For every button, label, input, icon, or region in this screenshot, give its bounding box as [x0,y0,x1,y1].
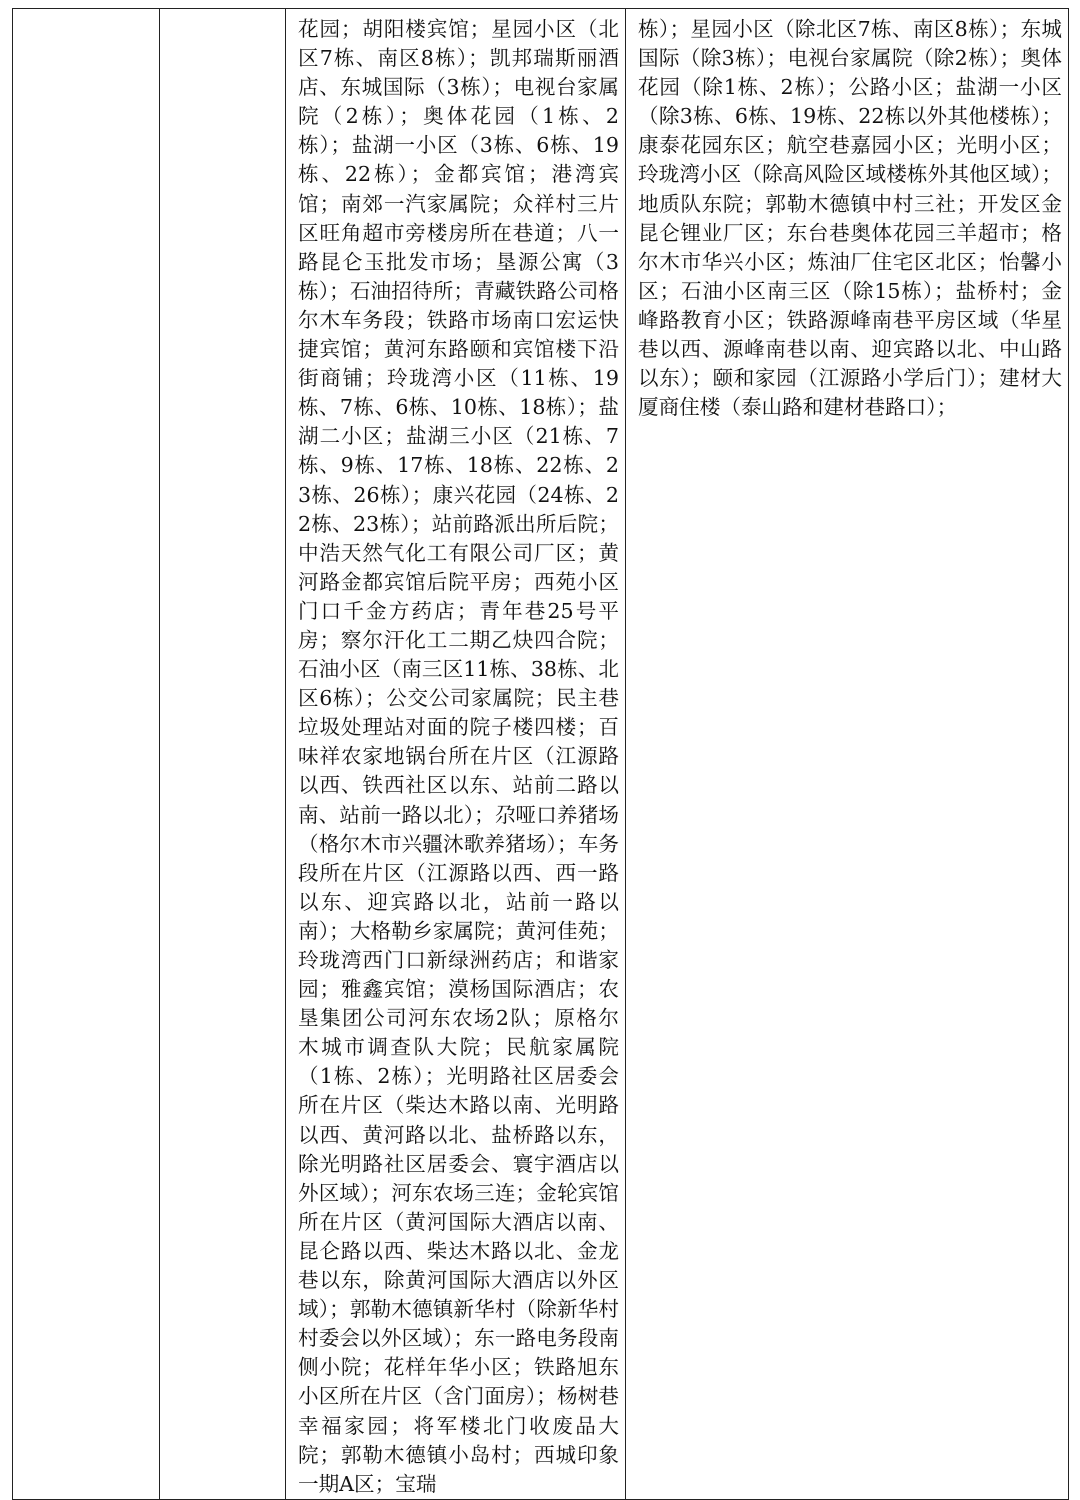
table-cell-other-areas: 栋）；星园小区（除北区7栋、南区8栋）；东城国际（除3栋）；电视台家属院（除2栋）；奥体花园（除1栋、2栋）；公路小区；盐湖一小区（除3栋、6栋、19栋、22栋以外其他楼栋）；康泰花园东区；航空巷嘉园小区；光明小区；玲珑湾小区（除高风险区域楼栋外其他区域）；地质队东院；郭勒木德镇中村三社；开发区金昆仑锂业厂区；东台巷奥体花园三羊超市；格尔木市华兴小区；炼油厂住宅区北区；怡馨小区；石油小区南三区（除15栋）；盐桥村；金峰路教育小区；铁路源峰南巷平房区域（华星巷以西、源峰南巷以南、迎宾路以北、中山路以东）；颐和家园（江源路小学后门）；建材大厦商住楼（泰山路和建材巷路口）； [626,9,1069,1500]
table-cell-high-risk-areas: 花园；胡阳楼宾馆；星园小区（北区7栋、南区8栋）；凯邦瑞斯丽酒店、东城国际（3栋）；电视台家属院（2栋）；奥体花园（1栋、2栋）；盐湖一小区（3栋、6栋、19栋、22栋）；金都宾馆；港湾宾馆；南郊一汽家属院；众祥村三片区旺角超市旁楼房所在巷道；八一路昆仑玉批发市场；垦源公寓（3栋）；石油招待所；青藏铁路公司格尔木车务段；铁路市场南口宏运快捷宾馆；黄河东路颐和宾馆楼下沿街商铺；玲珑湾小区（11栋、19栋、7栋、6栋、10栋、18栋）；盐湖二小区；盐湖三小区（21栋、7栋、9栋、17栋、18栋、22栋、23栋、26栋）；康兴花园（24栋、22栋、23栋）；站前路派出所后院；中浩天然气化工有限公司厂区；黄河路金都宾馆后院平房；西苑小区门口千金方药店；青年巷25号平房；察尔汗化工二期乙炔四合院；石油小区（南三区11栋、38栋、北区6栋）；公交公司家属院；民主巷垃圾处理站对面的院子楼四楼；百味祥农家地锅台所在片区（江源路以西、铁西社区以东、站前二路以南、站前一路以北）；尕哑口养猪场（格尔木市兴疆沐歌养猪场）；车务段所在片区（江源路以西、西一路以东、迎宾路以北，站前一路以南）；大格勒乡家属院；黄河佳苑；玲珑湾西门口新绿洲药店；和谐家园；雅鑫宾馆；漠杨国际酒店；农垦集团公司河东农场2队；原格尔木城市调查队大院；民航家属院（1栋、2栋）；光明路社区居委会所在片区（柴达木路以南、光明路以西、黄河路以北、盐桥路以东，除光明路社区居委会、寰宇酒店以外区域）；河东农场三连；金轮宾馆所在片区（黄河国际大酒店以南、昆仑路以西、柴达木路以北、金龙巷以东，除黄河国际大酒店以外区域）；郭勒木德镇新华村（除新华村村委会以外区域）；东一路电务段南侧小院；花样年华小区；铁路旭东小区所在片区（含门面房）；杨树巷幸福家园；将军楼北门收废品大院；郭勒木德镇小岛村；西城印象一期A区；宝瑞 [286,9,626,1500]
table-row [13,9,1069,1500]
area-list-table [12,8,1069,1500]
table-cell-column-1 [13,9,160,1500]
table-cell-column-2 [160,9,286,1500]
